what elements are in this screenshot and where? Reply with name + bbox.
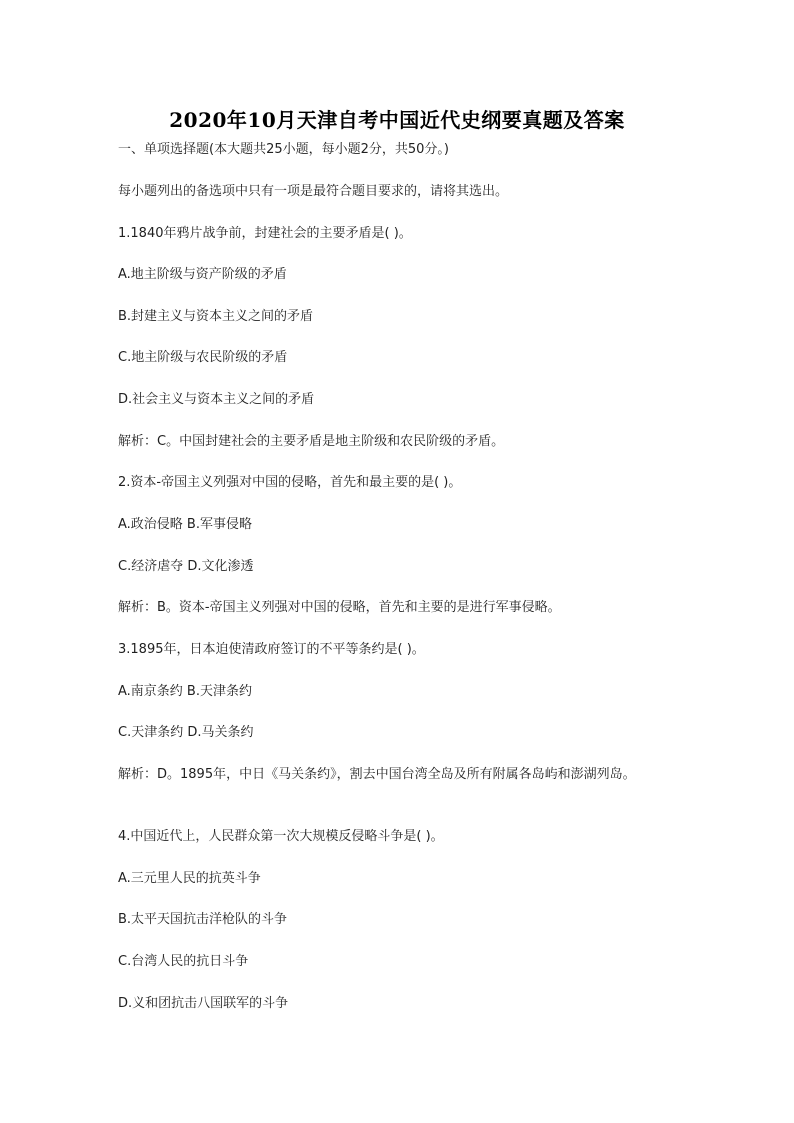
question-2-options-cd: C.经济虐夺 D.文化渗透 [118,559,254,574]
question-1-stem: 1.1840年鸦片战争前，封建社会的主要矛盾是( )。 [118,226,412,241]
section-heading: 一、单项选择题(本大题共25小题，每小题2分，共50分。) [118,142,449,157]
question-1-option-a: A.地主阶级与资产阶级的矛盾 [118,267,287,282]
question-1-analysis: 解析：C。中国封建社会的主要矛盾是地主阶级和农民阶级的矛盾。 [118,434,505,449]
instructions-text: 每小题列出的备选项中只有一项是最符合题目要求的，请将其选出。 [118,184,509,199]
question-4-option-c: C.台湾人民的抗日斗争 [118,954,249,969]
question-3-stem: 3.1895年，日本迫使清政府签订的不平等条约是( )。 [118,642,425,657]
question-4-option-a: A.三元里人民的抗英斗争 [118,871,261,886]
question-3-analysis: 解析：D。1895年，中日《马关条约》，割去中国台湾全岛及所有附属各岛屿和澎湖列岛。 [118,767,636,782]
document-title: 2020年10月天津自考中国近代史纲要真题及答案 [169,108,625,132]
question-2-analysis: 解析：B。资本-帝国主义列强对中国的侵略，首先和主要的是进行军事侵略。 [118,600,561,615]
question-2-options-ab: A.政治侵略 B.军事侵略 [118,517,252,532]
question-4-stem: 4.中国近代上，人民群众第一次大规模反侵略斗争是( )。 [118,829,444,844]
question-2-stem: 2.资本-帝国主义列强对中国的侵略，首先和最主要的是( )。 [118,475,462,490]
question-4-option-b: B.太平天国抗击洋枪队的斗争 [118,912,288,927]
question-4-option-d: D.义和团抗击八国联军的斗争 [118,996,289,1011]
question-1-option-c: C.地主阶级与农民阶级的矛盾 [118,350,288,365]
question-1-option-b: B.封建主义与资本主义之间的矛盾 [118,309,314,324]
question-3-options-ab: A.南京条约 B.天津条约 [118,684,252,699]
question-3-options-cd: C.天津条约 D.马关条约 [118,725,254,740]
question-1-option-d: D.社会主义与资本主义之间的矛盾 [118,392,315,407]
